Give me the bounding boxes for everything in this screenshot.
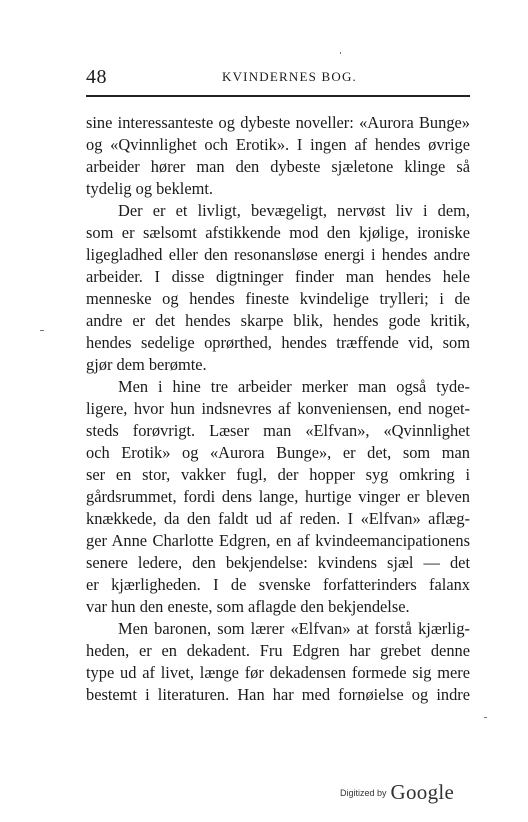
text-line: er kjærligheden. I de svenske forfatterinders falanx	[86, 575, 470, 594]
margin-speck	[340, 52, 341, 54]
text-line: Men baronen, som lærer «Elfvan» at forstå kjærlig-	[118, 619, 470, 638]
text-line: ger Anne Charlotte Edgren, en af kvindeemancipationens	[86, 531, 470, 550]
text-line: heden, er en dekadent. Fru Edgren har grebet denne	[86, 641, 470, 660]
text-line: som er sælsomt afstikkende mod den kjølige, ironiske	[86, 223, 470, 242]
margin-speck	[484, 717, 487, 718]
text-line: ligegladhed eller den resonansløse energi i hendes andre	[86, 245, 470, 264]
text-line: arbeider hører man den dybeste sjæletone klinge så	[86, 157, 470, 176]
running-head: KVINDERNES BOG.	[222, 69, 357, 84]
text-line: hendes sedelige oprørthed, hendes træffende vid, som	[86, 333, 470, 352]
google-wordmark: Google	[390, 780, 455, 804]
text-line: ser en stor, vakker fugl, der hopper syg omkring i	[86, 465, 470, 484]
text-line: gjør dem berømte.	[86, 355, 207, 374]
text-line: Der er et livligt, bevægeligt, nervøst liv i dem,	[118, 201, 470, 220]
text-line: arbeider. I disse digtninger finder man hendes hele	[86, 267, 470, 286]
text-line: knækkede, da den faldt ud af reden. I «Elfvan» aflæg-	[86, 509, 470, 528]
text-line: ligere, hvor hun indsnevres af konveniensen, end noget-	[86, 399, 470, 418]
digitization-watermark	[340, 780, 454, 805]
body-text	[86, 112, 470, 706]
text-line: var hun den eneste, som aflagde den bekjendelse.	[86, 597, 410, 616]
text-line: bestemt i literaturen. Han har med fornøielse og indre	[86, 685, 470, 704]
page-number: 48	[86, 66, 107, 88]
text-line: steds forøvrigt. Læser man «Elfvan», «Qvinnlighet	[86, 421, 470, 440]
text-line: og «Qvinnlighet och Erotik». I ingen af hendes øvrige	[86, 135, 470, 154]
text-line: och Erotik» og «Aurora Bunge», er det, som man	[86, 443, 470, 462]
text-line: tydelig og beklemt.	[86, 179, 214, 198]
text-line: senere ledere, den bekjendelse: kvindens sjæl — det	[86, 553, 470, 572]
text-line: type ud af livet, længe før dekadensen formede sig mere	[86, 663, 470, 682]
margin-speck	[40, 330, 44, 331]
text-line: andre er det hendes skarpe blik, hendes gode kritik,	[86, 311, 470, 330]
header-rule	[86, 95, 470, 97]
digitized-by-label: Digitized by	[340, 788, 387, 798]
text-line: sine interessanteste og dybeste noveller: «Aurora Bunge»	[86, 113, 470, 132]
text-line: Men i hine tre arbeider merker man også tyde-	[118, 377, 470, 396]
text-line: gårdsrummet, fordi dens lange, hurtige vinger er bleven	[86, 487, 470, 506]
text-line: menneske og hendes fineste kvindelige trylleri; i de	[86, 289, 470, 308]
